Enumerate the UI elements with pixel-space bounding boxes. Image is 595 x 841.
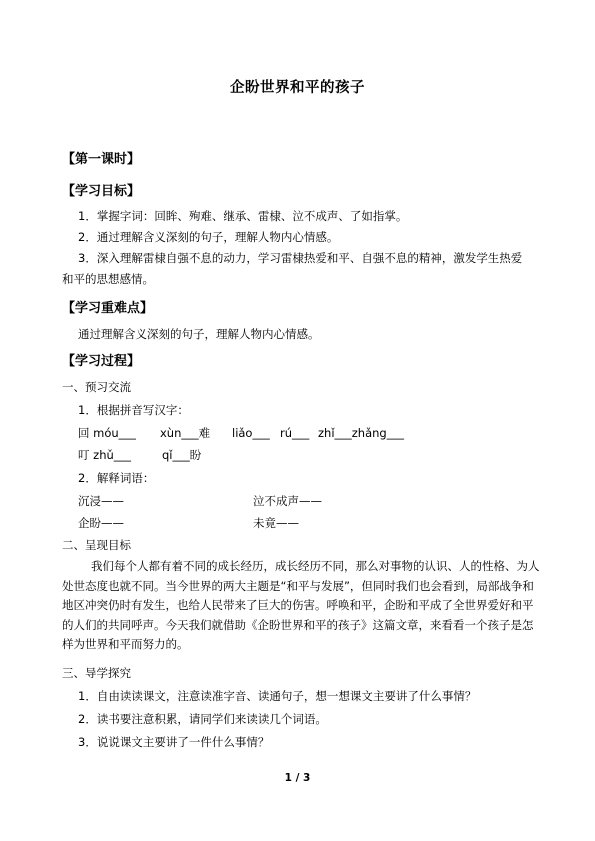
question-item: 1．自由读读课文，注意读准字音、读通句子，想一想课文主要讲了什么事情？ [78, 689, 477, 703]
keypoints-heading: 【学习重难点】 [62, 301, 154, 316]
objective-item-continuation: 和平的思想感情。 [62, 272, 154, 286]
question-label: 1．根据拼音写汉字： [78, 403, 189, 417]
term-blank: 泣不成声—— [253, 494, 322, 508]
section-title: 二、呈现目标 [62, 538, 131, 552]
pinyin-blank: liǎo___ [232, 426, 270, 440]
term-blank: 未竟—— [253, 516, 299, 530]
question-item: 2．读书要注意积累，请同学们来读读几个词语。 [78, 712, 327, 726]
page-number: 1 / 3 [284, 772, 311, 784]
section-title: 三、导学探究 [62, 666, 131, 680]
pinyin-blank: zhǐ___zhǎng___ [318, 426, 404, 440]
lesson-heading: 【第一课时】 [62, 152, 141, 167]
question-item: 3．说说课文主要讲了一件什么事情？ [78, 735, 270, 749]
question-label: 2．解释词语： [78, 471, 155, 485]
objectives-heading: 【学习目标】 [62, 184, 141, 199]
pinyin-blank: xùn___难 [160, 426, 211, 440]
pinyin-blank: 叮 zhǔ___ [78, 448, 132, 462]
term-blank: 企盼—— [78, 516, 124, 530]
pinyin-blank: 回 móu___ [78, 426, 136, 440]
pinyin-blank: rú___ [280, 426, 310, 440]
objective-item: 1．掌握字词：回眸、殉难、继承、雷棣、泣不成声、了如指掌。 [78, 209, 408, 223]
term-blank: 沉浸—— [78, 494, 124, 508]
objective-item: 3．深入理解雷棣自强不息的动力，学习雷棣热爱和平、自强不息的精神，激发学生热爱 [78, 251, 523, 265]
document-title: 企盼世界和平的孩子 [230, 80, 365, 96]
intro-paragraph: 我们每个人都有着不同的成长经历，成长经历不同，那么对事物的认识、人的性格、为人处世态度也就不同。当今世界的两大主题是“和平与发展”，但同时我们也会看到，局部战争和地区冲突仍时有发生，也给人民带来了巨大的伤害。呼唤和平，企盼和平成了全世界爱好和平的人们的共同呼声。今天我们就借助《企盼世界和平的孩子》这篇文章，来看看一个孩子是怎样为世界和平而努力的。 [62, 559, 540, 651]
process-heading: 【学习过程】 [62, 354, 141, 369]
objective-item: 2．通过理解含义深刻的句子，理解人物内心情感。 [78, 230, 339, 244]
keypoints-text: 通过理解含义深刻的句子，理解人物内心情感。 [78, 327, 320, 341]
pinyin-blank: qǐ___盼 [162, 448, 202, 462]
section-title: 一、预习交流 [62, 380, 131, 394]
